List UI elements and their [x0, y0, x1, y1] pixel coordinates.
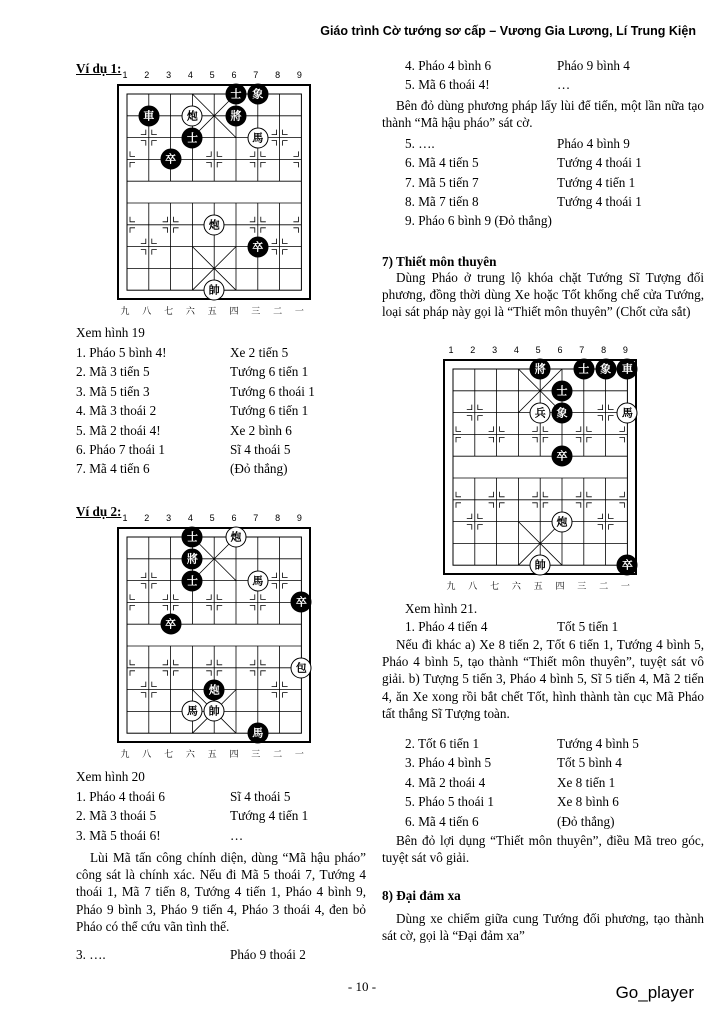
chess-piece: 卒	[247, 236, 268, 257]
chess-piece: 炮	[182, 105, 203, 126]
example1-title: Ví dụ 1:	[76, 61, 122, 76]
file-number: 二	[273, 749, 283, 760]
move-black: …	[557, 77, 571, 93]
file-number: 四	[555, 581, 565, 592]
chess-piece: 將	[226, 105, 247, 126]
move-black: Sĩ 4 thoái 5	[230, 789, 291, 804]
chess-piece: 帥	[204, 701, 225, 722]
section8-paragraph: Dùng xe chiếm giữa cung Tướng đối phương, tạo thành sát cờ, gọi là “Đại đảm xa”	[382, 911, 704, 944]
running-header: Giáo trình Cờ tướng sơ cấp – Vương Gia Lương, Lí Trung Kiện	[320, 24, 696, 38]
file-number: 6	[231, 70, 237, 80]
chess-piece: 象	[247, 84, 268, 105]
chess-piece: 象	[552, 402, 573, 423]
file-number: 九	[120, 749, 130, 760]
file-number: 五	[207, 306, 217, 317]
file-number: 2	[470, 345, 476, 355]
file-number: 一	[620, 581, 630, 592]
chess-piece: 馬	[617, 402, 638, 423]
chess-piece: 馬	[247, 570, 268, 591]
chess-piece: 卒	[160, 149, 181, 170]
move-red: 6. Mã 4 tiến 6	[405, 813, 479, 829]
move21-red: 1. Pháo 4 tiến 4	[405, 619, 488, 634]
chess-piece: 士	[573, 359, 594, 380]
xiangqi-board	[117, 84, 311, 300]
chess-piece: 卒	[617, 555, 638, 576]
file-number: 9	[296, 70, 302, 80]
file-number: 3	[166, 70, 172, 80]
chess-piece: 士	[226, 84, 247, 105]
file-number: 4	[187, 70, 193, 80]
file-number: 8	[275, 513, 281, 523]
chess-piece: 炮	[226, 527, 247, 548]
move-black: Xe 8 tiến 1	[557, 774, 616, 790]
file-number: 八	[468, 581, 478, 592]
file-number: 1	[448, 345, 454, 355]
chess-piece: 士	[552, 380, 573, 401]
file-number: 3	[492, 345, 498, 355]
chess-piece: 將	[530, 359, 551, 380]
file-number: 五	[207, 749, 217, 760]
chess-piece: 卒	[160, 614, 181, 635]
chess-piece: 炮	[204, 214, 225, 235]
file-number: 五	[533, 581, 543, 592]
file-number: 二	[273, 306, 283, 317]
file-number: 1	[122, 70, 128, 80]
file-number: 4	[513, 345, 519, 355]
file-number: 5	[209, 70, 215, 80]
chess-piece: 卒	[291, 592, 312, 613]
file-number: 三	[251, 306, 261, 317]
brand-watermark: Go_player	[615, 983, 694, 1002]
chess-piece: 士	[182, 570, 203, 591]
move-black: Tướng 4 thoái 1	[557, 194, 642, 210]
file-number: 6	[557, 345, 563, 355]
chess-piece: 士	[182, 127, 203, 148]
example2-title: Ví dụ 2:	[76, 504, 122, 519]
file-number: 六	[185, 306, 195, 317]
file-number: 一	[294, 306, 304, 317]
file-number: 9	[622, 345, 628, 355]
file-number: 5	[209, 513, 215, 523]
page-number: - 10 -	[347, 979, 377, 994]
move-red: 3. Mã 5 tiến 3	[76, 383, 150, 399]
move21-black: Tốt 5 tiến 1	[557, 619, 619, 634]
move-red: 4. Mã 3 thoái 2	[76, 403, 157, 419]
chess-piece: 炮	[552, 511, 573, 532]
right-paragraph-b: Nếu đi khác a) Xe 8 tiến 2, Tốt 6 tiến 1, Tướng 4 bình 5, Pháo 4 bình 5, tạo thành “Thiết môn thuyên”, tuyệt sát vô giải. b) Tượng 5 tiến 3, Pháo 4 bình 5, Sĩ 5 tiến 4, Mã 2 tiến 4, ăn Xe xong rồi bắt chết Tốt, hình thành tàn cục Mã Pháo tất thắng Sĩ Tượng toàn.	[382, 637, 704, 721]
file-number: 八	[142, 749, 152, 760]
file-number: 3	[166, 513, 172, 523]
move-black: Xe 2 bình 6	[230, 422, 292, 438]
section7-paragraph: Dùng Pháo ở trung lộ khóa chặt Tướng Sĩ Tượng đối phương, đồng thời dùng Xe hoặc Tốt khống chế cửa Tướng, loại sát pháp này gọi là “Thiết môn thuyên” (Chốt cửa sắt)	[382, 270, 704, 320]
chess-piece: 馬	[182, 701, 203, 722]
move-red: 4. Pháo 4 bình 6	[405, 58, 492, 73]
move-black: Tốt 5 bình 4	[557, 755, 622, 771]
file-number: 九	[446, 581, 456, 592]
move-red: 2. Tốt 6 tiến 1	[405, 736, 480, 751]
move-red: 1. Pháo 4 thoái 6	[76, 789, 166, 804]
figure19-caption: Xem hình 19	[76, 325, 145, 340]
file-number: 七	[164, 306, 174, 317]
move-row: 3. ….	[76, 947, 106, 962]
move-red: 6. Mã 4 tiến 5	[405, 155, 479, 171]
file-number: 四	[229, 749, 239, 760]
file-number: 6	[231, 513, 237, 523]
move-black: Tướng 4 bình 5	[557, 736, 639, 751]
right-paragraph-a: Bên đỏ dùng phương pháp lấy lùi để tiến, một lần nữa tạo thành “Mã hậu pháo” sát cờ.	[382, 98, 704, 131]
file-number: 七	[490, 581, 500, 592]
xiangqi-board	[443, 359, 637, 575]
move-red: 3. Pháo 4 bình 5	[405, 755, 492, 771]
file-number: 4	[187, 513, 193, 523]
move-black: (Đỏ thắng)	[230, 461, 288, 477]
move-red: 8. Mã 7 tiến 8	[405, 194, 479, 210]
move-black: Tướng 6 tiến 1	[230, 364, 309, 380]
example2-paragraph: Lùi Mã tấn công chính diện, dùng “Mã hậu pháo” công sát là chính xác. Nếu đi Mã 5 thoái 7, Tướng 4 thoái 1, Mã 7 tiến 8, Tướng 4 tiến 1, Pháo 4 bình 9, Pháo 9 bình 3, Pháo 9 tiến 4, Pháo 3 thoái 4, đen bỏ Pháo có thể cứu vãn tình thế.	[76, 850, 366, 934]
chess-piece: 象	[595, 359, 616, 380]
move-red: 2. Mã 3 tiến 5	[76, 364, 150, 380]
move-black: Pháo 9 bình 4	[557, 58, 630, 73]
file-number: 9	[296, 513, 302, 523]
chess-piece: 馬	[247, 127, 268, 148]
file-number: 7	[579, 345, 585, 355]
file-number: 四	[229, 306, 239, 317]
file-number: 2	[144, 70, 150, 80]
move-red: 5. Pháo 5 thoái 1	[405, 794, 495, 810]
file-number: 三	[251, 749, 261, 760]
file-number: 2	[144, 513, 150, 523]
move-black: Xe 2 tiến 5	[230, 345, 289, 360]
section8-title: 8) Đại đảm xa	[382, 888, 461, 903]
move-red: 7. Mã 4 tiến 6	[76, 461, 150, 477]
move-black: Xe 8 bình 6	[557, 794, 619, 810]
chess-piece: 士	[182, 527, 203, 548]
move-red: 4. Mã 2 thoái 4	[405, 774, 486, 790]
move-black: …	[230, 827, 244, 843]
file-number: 七	[164, 749, 174, 760]
move-black: Tướng 4 tiến 1	[230, 808, 309, 824]
move-red: 5. Mã 6 thoái 4!	[405, 77, 490, 93]
move-black: Tướng 4 thoái 1	[557, 155, 642, 171]
file-number: 三	[577, 581, 587, 592]
xiangqi-board	[117, 527, 311, 743]
chess-piece: 帥	[204, 280, 225, 301]
file-number: 8	[275, 70, 281, 80]
chess-piece: 馬	[247, 723, 268, 744]
figure21-caption: Xem hình 21.	[405, 601, 478, 616]
file-number: 一	[294, 749, 304, 760]
move-red: 5. Mã 2 thoái 4!	[76, 422, 161, 438]
chess-piece: 卒	[552, 446, 573, 467]
move-black: (Đỏ thắng)	[557, 813, 615, 829]
move-row-black: Pháo 9 thoái 2	[230, 947, 306, 962]
move-black: Tướng 6 tiến 1	[230, 403, 309, 419]
figure20-caption: Xem hình 20	[76, 769, 145, 784]
file-number: 7	[253, 513, 259, 523]
move-black: Pháo 4 bình 9	[557, 136, 630, 151]
file-number: 八	[142, 306, 152, 317]
file-number: 二	[599, 581, 609, 592]
chess-piece: 車	[138, 105, 159, 126]
move-red: 7. Mã 5 tiến 7	[405, 174, 479, 190]
chess-piece: 包	[291, 657, 312, 678]
chess-piece: 炮	[204, 679, 225, 700]
file-number: 六	[511, 581, 521, 592]
move-black: Sĩ 4 thoái 5	[230, 442, 291, 457]
move-red: 6. Pháo 7 thoái 1	[76, 442, 166, 457]
right-paragraph-c: Bên đỏ lợi dụng “Thiết môn thuyên”, điều Mã treo góc, tuyệt sát vô giải.	[382, 833, 704, 866]
file-number: 九	[120, 306, 130, 317]
section7-title: 7) Thiết môn thuyên	[382, 254, 497, 269]
file-number: 5	[535, 345, 541, 355]
file-number: 8	[601, 345, 607, 355]
move-9: 9. Pháo 6 bình 9 (Đỏ thắng)	[405, 213, 552, 228]
move-red: 2. Mã 3 thoái 5	[76, 808, 157, 824]
move-red: 1. Pháo 5 bình 4!	[76, 345, 167, 360]
chess-piece: 帥	[530, 555, 551, 576]
chess-piece: 兵	[530, 402, 551, 423]
file-number: 六	[185, 749, 195, 760]
chess-piece: 將	[182, 548, 203, 569]
chess-piece: 車	[617, 359, 638, 380]
move-red: 5. ….	[405, 136, 435, 151]
file-number: 1	[122, 513, 128, 523]
move-red: 3. Mã 5 thoái 6!	[76, 827, 161, 843]
move-black: Tướng 6 thoái 1	[230, 383, 315, 399]
file-number: 7	[253, 70, 259, 80]
move-black: Tướng 4 tiến 1	[557, 174, 636, 190]
